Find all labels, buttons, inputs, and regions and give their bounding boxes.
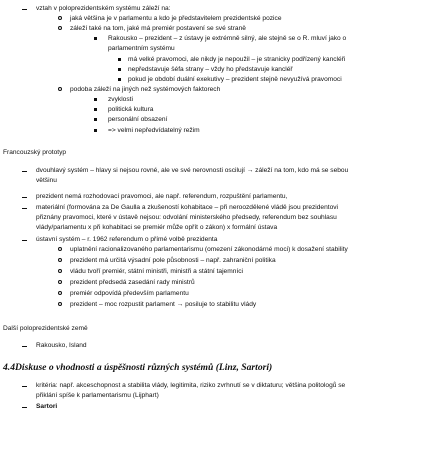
circle-bullet-icon — [58, 26, 62, 30]
list-item-text: Sartori — [36, 403, 58, 410]
list-item-text: dvouhlavý systém – hlavy si nejsou rovné, ale ve své nerovnosti oscilují → záleží na tom, kdo má se sebou — [36, 167, 349, 174]
list-item-text: prezident nemá rozhodovací pravomoci, ale např. referendum, rozpuštění parlamentu, — [36, 193, 288, 200]
list-item-text: pokud je období duální exekutivy – prezident stejně nevyužívá pravomoci — [128, 76, 342, 83]
dash-bullet-icon — [22, 197, 27, 198]
circle-bullet-icon — [58, 258, 62, 262]
dash-bullet-icon — [22, 407, 27, 408]
square-bullet-icon — [118, 58, 121, 61]
circle-bullet-icon — [58, 280, 62, 284]
list-item-text: politická kultura — [108, 106, 154, 113]
list-item-text: prezident předsedá zasedání rady ministrů — [70, 279, 195, 286]
list-item-text: kritéria: např. akceschopnost a stabilita vlády, legitimita, riziko zvrhnutí se v diktaturu; většina politologů se — [36, 382, 346, 389]
list-item-text: jaká většina je v parlamentu a kdo je představitelem prezidentské pozice — [70, 15, 282, 22]
list-item-text: prezident má určitá výsadní pole působnosti – např. zahraniční politika — [70, 257, 276, 264]
section-label-text: Francouzský prototyp — [3, 149, 67, 156]
dash-bullet-icon — [22, 240, 27, 241]
list-item-text: většinu — [36, 177, 57, 184]
list-item-text: vztah v poloprezidentském systému záleží na: — [36, 5, 171, 12]
list-item-text: personální obsazení — [108, 116, 168, 123]
list-item-text: vlády/parlamentu x při kohabitaci se premiér může opřít o zákon) x formální ústava — [36, 224, 278, 231]
circle-bullet-icon — [58, 302, 62, 306]
dash-bullet-icon — [22, 208, 27, 209]
square-bullet-icon — [94, 98, 97, 101]
square-bullet-icon — [94, 37, 97, 40]
list-item-text: ústavní systém – r. 1962 referendum o přímé volbě prezidenta — [36, 236, 218, 243]
list-item-text: přiklání spíše k parlamentarismu (Lijphart) — [36, 392, 159, 399]
list-item-text: => velmi nepředvídatelný režim — [108, 127, 200, 134]
circle-bullet-icon — [58, 247, 62, 251]
list-item-text: zvyklosti — [108, 96, 133, 103]
list-item-text: uplatnění racionalizovaného parlamentarismu (omezení zákonodárné moci) k dosažení stability — [70, 246, 348, 253]
list-item-text: prezident – moc rozpustit parlament → posiluje to stabilitu vlády — [70, 301, 257, 308]
list-item-text: Rakousko, Island — [36, 342, 87, 349]
list-item-text: parlamentním systému — [108, 45, 175, 52]
section-label-text: Další poloprezidentské země — [3, 325, 88, 332]
circle-bullet-icon — [58, 87, 62, 91]
square-bullet-icon — [94, 108, 97, 111]
circle-bullet-icon — [58, 291, 62, 295]
list-item-text: premiér odpovídá především parlamentu — [70, 290, 189, 297]
square-bullet-icon — [118, 68, 121, 71]
dash-bullet-icon — [22, 386, 27, 387]
square-bullet-icon — [94, 129, 97, 132]
list-item-text: Rakousko – prezident – z ústavy je extrémně silný, ale stejně se o R. mluví jako o — [108, 35, 347, 42]
list-item-text: má velké pravomoci, ale nikdy je nepoužil – je stranicky podřízený kancléři — [128, 56, 346, 63]
list-item-text: podoba záleží na jiných než systémových faktorech — [70, 86, 221, 93]
dash-bullet-icon — [22, 9, 27, 10]
heading-text: 4.4Diskuse o vhodnosti a úspěšnosti různých systémů (Linz, Sartori) — [3, 362, 273, 373]
list-item-text: vládu tvoří premiér, státní ministři, ministři a státní tajemníci — [70, 268, 243, 275]
square-bullet-icon — [94, 118, 97, 121]
list-item-text: nepředstavuje šéfa strany – vždy ho představuje kancléř — [128, 66, 293, 73]
circle-bullet-icon — [58, 269, 62, 273]
list-item-text: materiální (formována za De Gaulla a zkušeností kohabitace – při neroozdělené vládě jsou prezidentovi — [36, 204, 339, 211]
list-item-text: přiznány pravomoci, které v ústavě nejsou: odvolání ministerského předsedy, referendum bez souhlasu — [36, 214, 337, 221]
dash-bullet-icon — [22, 171, 27, 172]
dash-bullet-icon — [22, 346, 27, 347]
square-bullet-icon — [118, 78, 121, 81]
circle-bullet-icon — [58, 16, 62, 20]
list-item-text: záleží také na tom, jaké má premiér postavení se své straně — [70, 25, 246, 32]
